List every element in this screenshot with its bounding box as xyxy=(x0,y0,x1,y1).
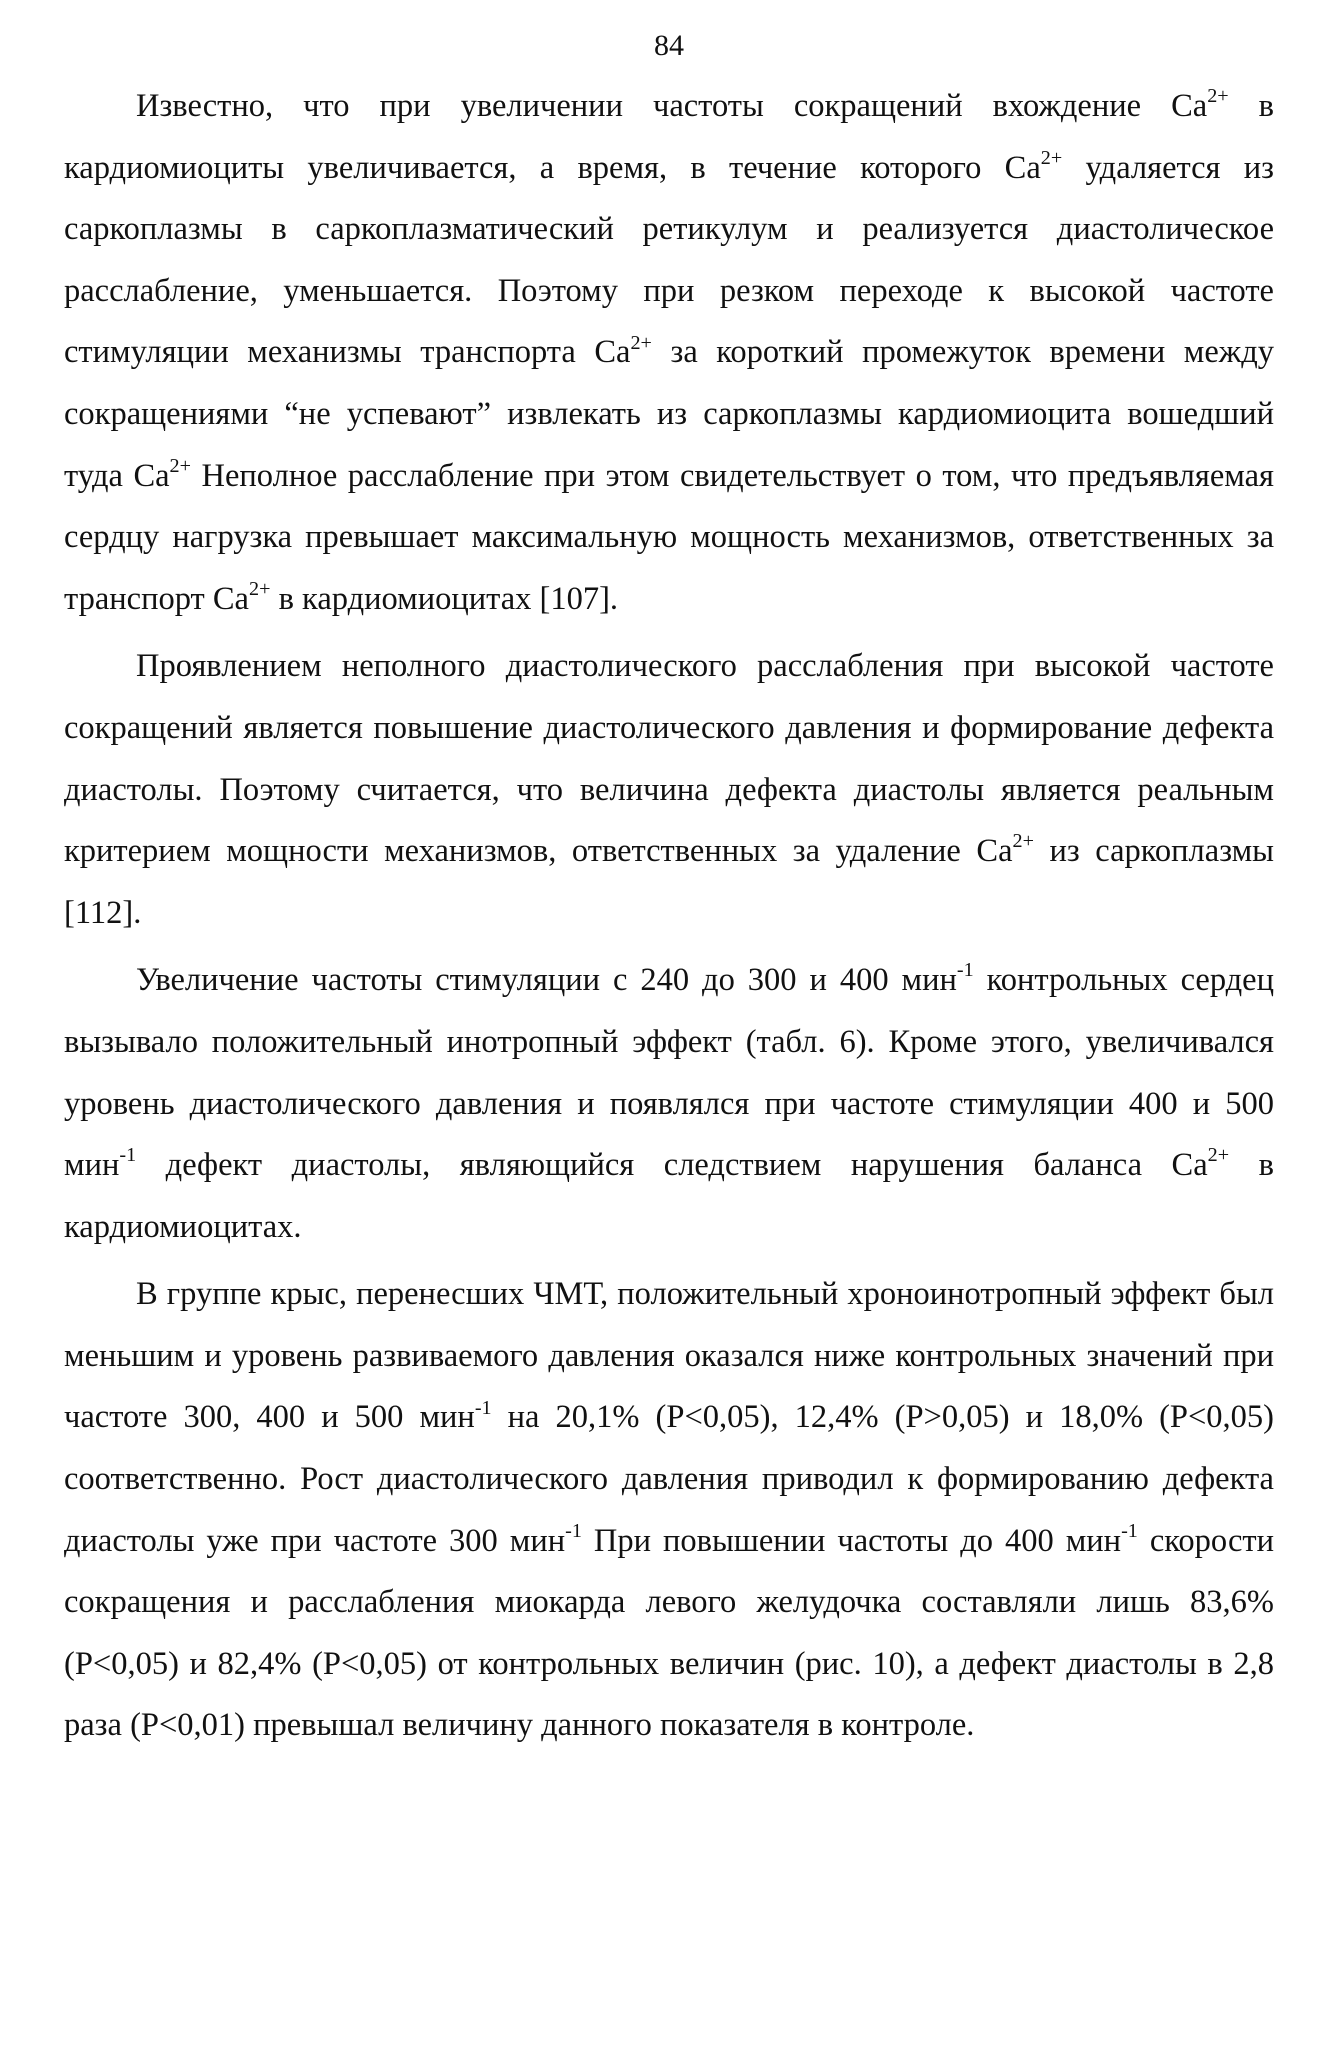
text-run: Неполное расслабление при этом свидетельствует о том, что предъявляемая сердцу нагрузка превышает максимальную мощность механизмов, ответственных за транспорт Ca xyxy=(64,457,1274,617)
text-run: дефект диастолы, являющийся следствием нарушения баланса Ca xyxy=(136,1147,1208,1184)
text-run: При повышении частоты до 400 мин xyxy=(581,1522,1122,1559)
text-run: за короткий промежуток времени между сокращениями “не успевают” извлекать из саркоплазмы кардиомиоцита вошедший туда Ca xyxy=(64,334,1275,494)
text-run: в кардиомиоцитах. xyxy=(64,1147,1274,1245)
text-run: Увеличение частоты стимуляции с 240 до 300 и 400 мин xyxy=(136,962,957,999)
superscript: 2+ xyxy=(1207,85,1229,108)
text-run: на 20,1% (P<0,05), 12,4% (P>0,05) и 18,0% (P<0,05) соответственно. Рост диастолического давления приводил к формированию дефекта диастолы уже при частоте 300 мин xyxy=(64,1399,1275,1559)
text-run: Проявлением неполного диастолического расслабления при высокой частоте сокращений является повышение диастолического давления и формирование дефекта диастолы. Поэтому считается, что величина дефекта диастолы является реальным критерием мощности механизмов, ответственных за удаление Ca xyxy=(64,648,1274,870)
superscript: -1 xyxy=(474,1396,492,1419)
text-run: скорости сокращения и расслабления миокарда левого желудочка составляли лишь 83,6% (P<0,05) и 82,4% (P<0,05) от контрольных величин (рис. 10), а дефект диастолы в 2,8 раза (P<0,01) превышал величину данного показателя в контроле. xyxy=(64,1522,1274,1744)
text-run: удаляется из саркоплазмы в саркоплазматический ретикулум и реализуется диастолическое расслабление, уменьшается. Поэтому при резком переходе к высокой частоте стимуляции механизмы транспорта Ca xyxy=(64,149,1274,371)
superscript: 2+ xyxy=(169,454,191,477)
superscript: -1 xyxy=(956,959,974,982)
paragraph-1 xyxy=(64,76,1274,630)
paragraph-3 xyxy=(64,950,1274,1258)
text-run: из саркоплазмы [112]. xyxy=(64,833,1274,931)
superscript: 2+ xyxy=(1207,1144,1230,1167)
superscript: 2+ xyxy=(630,331,652,354)
superscript: 2+ xyxy=(249,577,271,600)
text-run: в кардиомиоциты увеличивается, а время, в течение которого Ca xyxy=(64,88,1274,186)
superscript: 2+ xyxy=(1040,146,1063,169)
text-run: В группе крыс, перенесших ЧМТ, положительный хроноинотропный эффект был меньшим и уровень развиваемого давления оказался ниже контрольных значений при частоте 300, 400 и 500 мин xyxy=(64,1276,1274,1436)
paragraph-4 xyxy=(64,1264,1274,1757)
paragraph-2 xyxy=(64,636,1274,944)
superscript: 2+ xyxy=(1012,830,1034,853)
superscript: -1 xyxy=(565,1519,582,1542)
superscript: -1 xyxy=(119,1144,137,1167)
text-run: Известно, что при увеличении частоты сокращений вхождение Ca xyxy=(136,88,1208,124)
document-body xyxy=(64,76,1274,1763)
page-number: 84 xyxy=(654,29,684,62)
text-run: в кардиомиоцитах [107]. xyxy=(270,580,619,617)
text-run: контрольных сердец вызывало положительный инотропный эффект (табл. 6). Кроме этого, увеличивался уровень диастолического давления и появлялся при частоте стимуляции 400 и 500 мин xyxy=(64,962,1274,1184)
superscript: -1 xyxy=(1121,1519,1138,1542)
